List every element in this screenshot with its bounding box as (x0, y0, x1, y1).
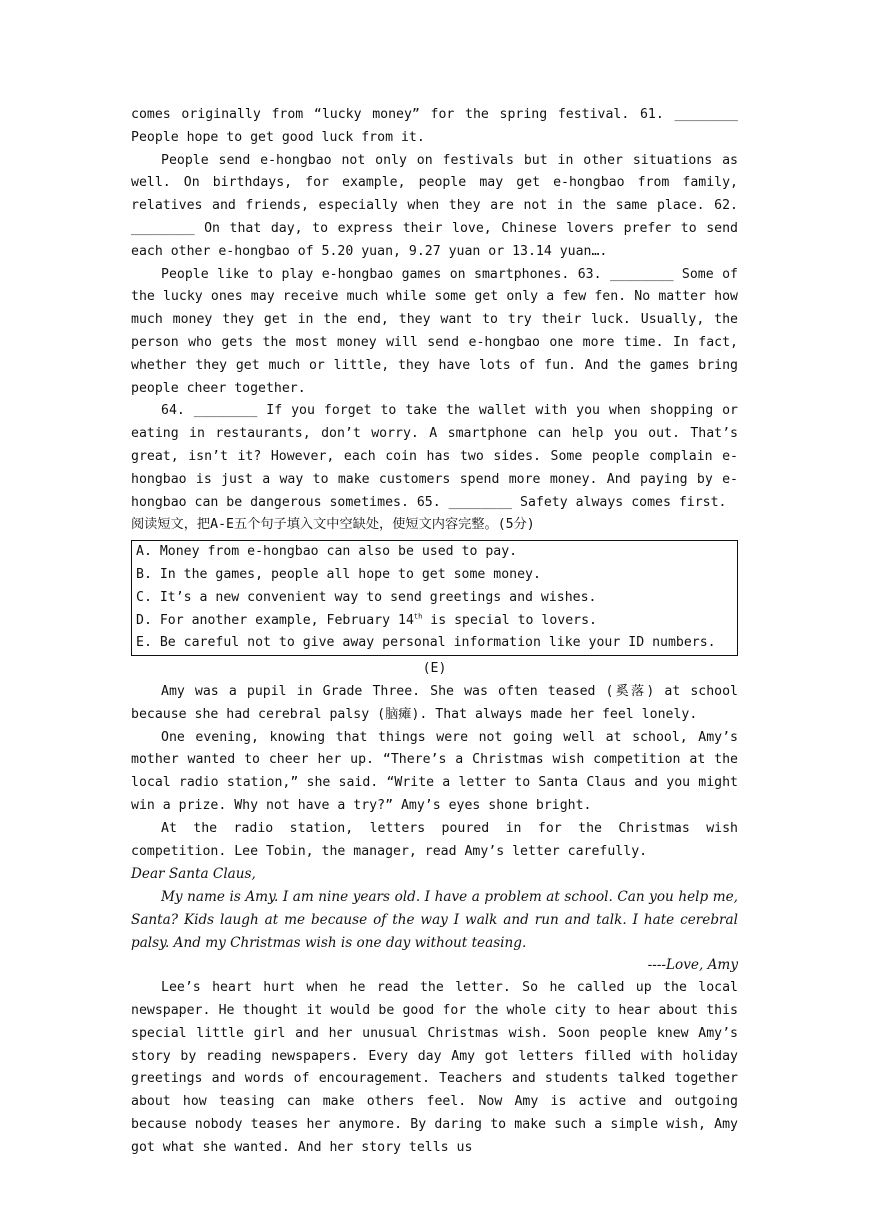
option-e: E. Be careful not to give away personal information like your ID numbers. (136, 635, 716, 651)
passage-d-paragraph-4: 64. ________ If you forget to take the wallet with you when shopping or eating in restaurants, don’t worry. A smartphone can help you out. That’s great, isn’t it? However, each coin has two sides. Some people complain e-hongbao is just a way to make customers spend more money. And paying by e-hongbao can be dangerous sometimes. 65. ________ Safety always comes first. (131, 403, 738, 510)
option-a: A. Money from e-hongbao can also be used to pay. (136, 544, 518, 560)
passage-d-paragraph-2: People send e-hongbao not only on festivals but in other situations as well. On birthdays, for example, people may get e-hongbao from family, relatives and friends, especially when they are not in the same place. 62. ________ On that day, to express their love, Chinese lovers prefer to send each other e-hongbao of 5.20 yuan, 9.27 yuan or 13.14 yuan…. (131, 152, 738, 259)
passage-e-paragraph-1: Amy was a pupil in Grade Three. She was often teased (奚落) at school because she had cerebral palsy (脑瘫). That always made her feel lonely. (131, 683, 738, 722)
letter-signature: ----Love, Amy (647, 957, 738, 974)
option-b: B. In the games, people all hope to get some money. (136, 566, 541, 582)
passage-e-paragraph-2: One evening, knowing that things were not going well at school, Amy’s mother wanted to cheer her up. “There’s a Christmas wish competition at the local radio station,” she said. “Write a letter to Santa Claus and you might win a prize. Why not have a try?” Amy’s eyes shone bright. (131, 729, 738, 813)
option-d-superscript: th (413, 612, 423, 621)
instruction-text: 阅读短文，把A-E五个句子填入文中空缺处，使短文内容完整。(5分) (131, 517, 535, 533)
option-d (136, 610, 733, 633)
passage-e-heading: (E) (422, 661, 447, 677)
options-box (131, 540, 738, 656)
passage-d-paragraph-3: People like to play e-hongbao games on smartphones. 63. ________ Some of the lucky ones may receive much while some get only a few fen. No matter how much money they get in the end, they want to try their luck. Usually, the person who gets the most money will send e-hongbao one more time. In fact, whether they get much or little, they have lots of fun. And the games bring people cheer together. (131, 266, 738, 396)
passage-e-paragraph-4: Lee’s heart hurt when he read the letter. So he called up the local newspaper. He thought it would be good for the whole city to hear about this special little girl and her unusual Christmas wish. Soon people knew Amy’s story by reading newspapers. Every day Amy got letters filled with holiday greetings and words of encouragement. Teachers and students talked together about how teasing can make others feel. Now Amy is active and outgoing because nobody teases her anymore. By daring to make such a simple wish, Amy got what she wanted. And her story tells us (131, 980, 738, 1155)
option-d-text-end: is special to lovers. (422, 612, 597, 628)
passage-e-paragraph-3: At the radio station, letters poured in for the Christmas wish competition. Lee Tobin, the manager, read Amy’s letter carefully. (131, 820, 738, 859)
letter-body: My name is Amy. I am nine years old. I have a problem at school. Can you help me, Santa? Kids laugh at me because of the way I walk and run and talk. I hate cerebral palsy. And my Christmas wish is one day without teasing. (131, 889, 738, 951)
passage-d-paragraph-1: comes originally from “lucky money” for the spring festival. 61. ________ People hope to get good luck from it. (131, 107, 738, 145)
option-d-text: D. For another example, February 14 (136, 612, 414, 628)
letter-greeting: Dear Santa Claus, (131, 866, 256, 883)
option-c: C. It’s a new convenient way to send greetings and wishes. (136, 589, 597, 605)
document-page (131, 104, 738, 1160)
